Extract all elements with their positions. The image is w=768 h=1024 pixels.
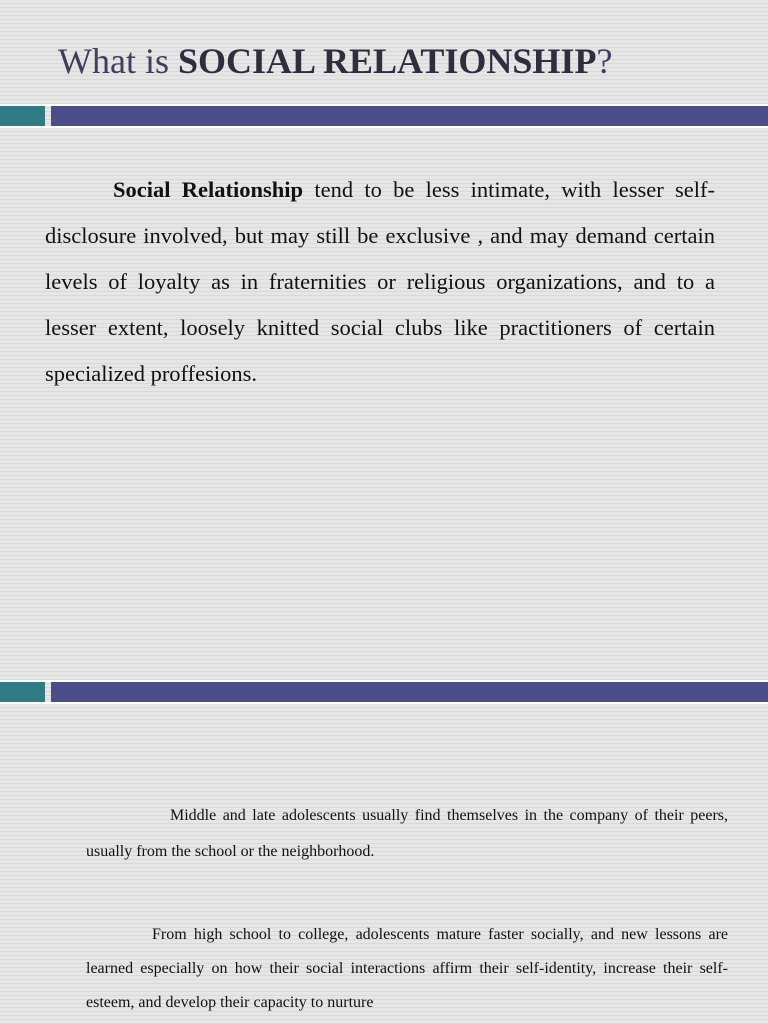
title-prefix: What is	[58, 41, 178, 81]
slide2-paragraph-1	[86, 798, 728, 870]
divider-teal-block	[0, 682, 45, 702]
title-bold: SOCIAL RELATIONSHIP	[177, 41, 597, 81]
header-divider-bar	[0, 104, 768, 128]
slide2-paragraph-2	[86, 918, 728, 1020]
divider-navy-bar	[51, 682, 768, 702]
divider-line-bottom	[0, 702, 768, 704]
slide-title	[58, 40, 612, 82]
title-suffix: ?	[596, 41, 613, 81]
paragraph-text: From high school to college, adolescents mature faster socially, and new lessons are learned especially on how their social interactions affirm their self-identity, increase their self-esteem, and develop their capacity to nurture	[86, 926, 728, 1011]
divider-line-bottom	[0, 126, 768, 128]
body-bold-term: Social Relationship	[113, 177, 304, 202]
divider-navy-bar	[51, 106, 768, 126]
body-text: tend to be less intimate, with lesser self-disclosure involved, but may still be exclusive , and may demand certain levels of loyalty as in fraternities or religious organizations, and to a lesser extent, loosely knitted social clubs like practitioners of certain specialized proffesions.	[45, 177, 716, 386]
divider-teal-block	[0, 106, 45, 126]
body-paragraph	[45, 167, 715, 397]
paragraph-text: Middle and late adolescents usually find themselves in the company of their peers, usually from the school or the neighborhood.	[86, 807, 728, 860]
slide2-divider-bar	[0, 680, 768, 704]
